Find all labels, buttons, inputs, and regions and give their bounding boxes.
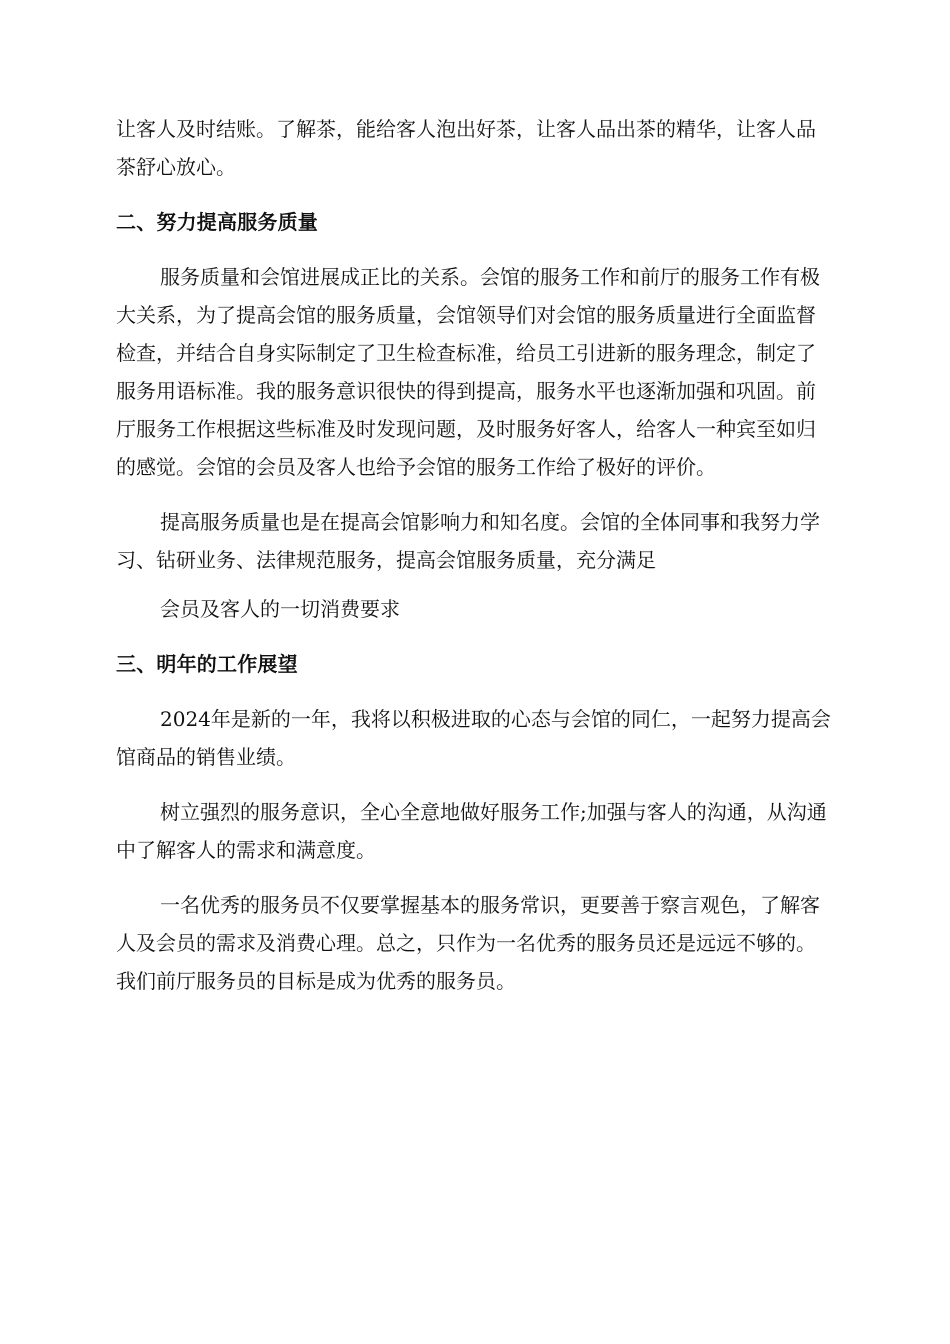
section3-paragraph-2: 树立强烈的服务意识，全心全意地做好服务工作;加强与客人的沟通，从沟通中了解客人的需求和满意度。	[116, 800, 827, 862]
section3-paragraph-1: 2024年是新的一年，我将以积极进取的心态与会馆的同仁，一起努力提高会馆商品的销售业绩。	[116, 707, 831, 769]
section2-paragraph-3: 会员及客人的一切消费要求	[160, 597, 400, 621]
section-heading-service-quality: 二、努力提高服务质量	[116, 210, 318, 234]
section2-paragraph-1: 服务质量和会馆进展成正比的关系。会馆的服务工作和前厅的服务工作有极大关系，为了提高会馆的服务质量，会馆领导们对会馆的服务质量进行全面监督检查，并结合自身实际制定了卫生检查标准，给员工引进新的服务理念，制定了服务用语标准。我的服务意识很快的得到提高，服务水平也逐渐加强和巩固。前厅服务工作根据这些标准及时发现问题，及时服务好客人，给客人一种宾至如归的感觉。会馆的会员及客人也给予会馆的服务工作给了极好的评价。	[116, 265, 820, 479]
document-body	[116, 110, 834, 1017]
section2-paragraph-2: 提高服务质量也是在提高会馆影响力和知名度。会馆的全体同事和我努力学习、钻研业务、法律规范服务，提高会馆服务质量，充分满足	[116, 510, 820, 572]
paragraph-continuation: 让客人及时结账。了解茶，能给客人泡出好茶，让客人品出茶的精华，让客人品茶舒心放心。	[116, 117, 816, 179]
section3-paragraph-3: 一名优秀的服务员不仅要掌握基本的服务常识，更要善于察言观色，了解客人及会员的需求及消费心理。总之，只作为一名优秀的服务员还是远远不够的。我们前厅服务员的目标是成为优秀的服务员。	[116, 893, 820, 993]
section-heading-next-year-outlook: 三、明年的工作展望	[116, 652, 298, 676]
